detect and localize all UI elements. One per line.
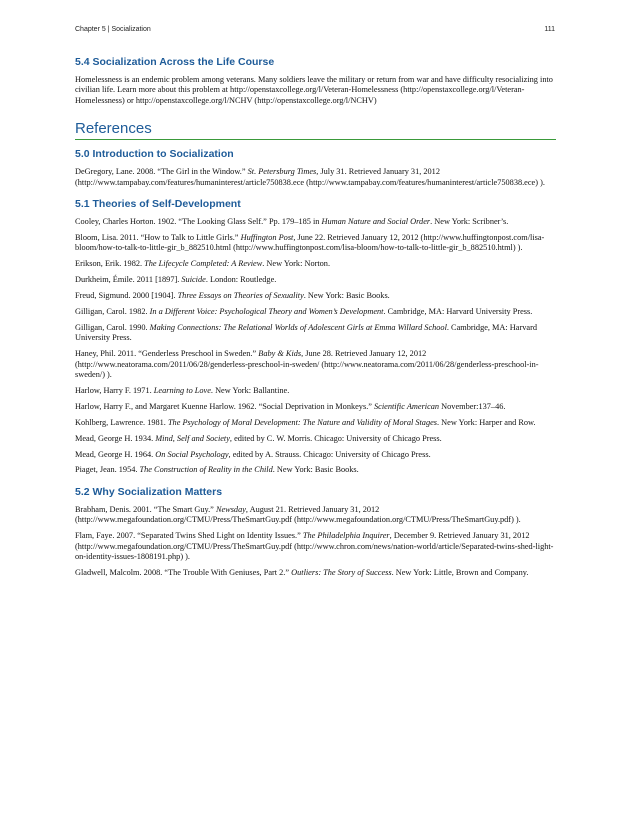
reference-text: . Cambridge, MA: Harvard University Press. (75, 322, 537, 343)
reference-title: The Lifecycle Completed: A Review (144, 259, 263, 269)
reference-title: Human Nature and Social Order (321, 217, 431, 227)
reference-text: , July 31. Retrieved January 31, 2012 (http://www.tampabay.com/features/humaninterest/article750838.ece (http://www.tampabay.com/features/humaninterest/article750838.ece) ). (75, 167, 545, 187)
reference-text: , June 28. Retrieved January 12, 2012 (http://www.neatorama.com/2011/06/28/genderless-preschool-in-sweden/ (http://www.neatorama.com/2011/06/28/genderless-preschool-in-sweden/) ). (75, 349, 539, 379)
reference-text: , June 22. Retrieved January 12, 2012 (http://www.huffingtonpost.com/lisa-bloom/how-to-talk-to-little-gir_b_882510.html (http://www.huffingtonpost.com/lisa-bloom/how-to-talk-to-little-gir_b_882510.html) ). (75, 232, 545, 253)
reference-title: Suicide (181, 275, 206, 285)
reference-text: Brabham, Denis. 2001. “The Smart Guy.” (75, 504, 216, 514)
reference-text: , edited by C. W. Morris. Chicago: University of Chicago Press. (229, 433, 442, 443)
reference-text: Gilligan, Carol. 1990. (75, 322, 150, 332)
reference-entry (75, 291, 556, 301)
reference-text: Harlow, Harry F., and Margaret Kuenne Harlow. 1962. “Social Deprivation in Monkeys.” (75, 401, 375, 411)
reference-title: Huffington Post (240, 232, 294, 242)
reference-title: In a Different Voice: Psychological Theory and Women’s Development (149, 306, 384, 316)
reference-title: Scientific American (374, 401, 440, 411)
reference-text: . New York: Norton. (262, 259, 331, 269)
reference-entry (75, 386, 556, 396)
reference-text: Mead, George H. 1934. (75, 433, 156, 443)
section-heading: 5.1 Theories of Self-Development (75, 198, 241, 211)
reference-text: Gladwell, Malcolm. 2008. “The Trouble With Geniuses, Part 2.” (75, 567, 292, 577)
reference-entry (75, 323, 556, 344)
reference-text: November:137–46. (439, 401, 506, 411)
reference-text: . New York: Basic Books. (303, 291, 390, 301)
chapter-label: Chapter 5 | Socialization (75, 26, 151, 33)
reference-entry (75, 434, 556, 444)
reference-text: Bloom, Lisa. 2011. “How to Talk to Little Girls.” (75, 232, 241, 242)
reference-entry (75, 167, 556, 188)
section-heading-life-course: 5.4 Socialization Across the Life Course (75, 56, 275, 68)
reference-entry (75, 505, 556, 526)
reference-text: Kohlberg, Lawrence. 1981. (75, 417, 168, 427)
reference-text: . New York: Little, Brown and Company. (391, 567, 529, 577)
reference-title: On Social Psychology (155, 449, 229, 459)
section-heading: 5.2 Why Socialization Matters (75, 485, 223, 498)
reference-text: , December 9. Retrieved January 31, 2012 (http://www.megafoundation.org/CTMU/Press/TheSmartGuy.pdf (http://www.chron.com/news/nation-world/article/Separated-twins-shed-light-on-identity-issues-1808191.php) ). (75, 531, 554, 561)
reference-entry (75, 307, 556, 317)
reference-title: Baby & Kids (258, 349, 302, 359)
reference-section (75, 198, 556, 476)
reference-entry (75, 531, 556, 562)
page-content (75, 56, 556, 588)
reference-text: . New York: Scribner’s. (430, 217, 509, 227)
reference-text: Piaget, Jean. 1954. (75, 465, 140, 475)
reference-text: , edited by A. Strauss. Chicago: University of Chicago Press. (228, 449, 431, 459)
reference-title: The Construction of Reality in the Child (139, 465, 273, 475)
reference-entry (75, 259, 556, 269)
reference-title: Learning to Love (153, 385, 211, 395)
reference-title: The Psychology of Moral Development: The Nature and Validity of Moral Stages (167, 417, 438, 427)
reference-entry (75, 402, 556, 412)
reference-title: Newsday (215, 504, 246, 514)
intro-paragraph: Homelessness is an endemic problem among veterans. Many soldiers leave the military or return from war and have difficulty resocializing into civilian life. Learn more about this problem at http://openstaxcollege.org/l/Veteran-Homelessness (http://openstaxcollege.org/l/Veteran-Homelessness) or http://openstaxcollege.org/l/NCHV (http://openstaxcollege.org/l/NCHV) (75, 75, 553, 105)
reference-entry (75, 465, 556, 475)
reference-text: . Cambridge, MA: Harvard University Press. (383, 306, 533, 316)
running-header (75, 26, 555, 38)
reference-section (75, 148, 556, 188)
reference-title: Three Essays on Theories of Sexuality (177, 291, 304, 301)
reference-text: Durkheim, Émile. 2011 [1897]. (75, 275, 182, 285)
references-title: References (75, 120, 556, 140)
page-number: 111 (544, 26, 555, 33)
reference-title: Mind, Self and Society (155, 433, 230, 443)
reference-text: . New York: Harper and Row. (437, 417, 536, 427)
reference-text: Cooley, Charles Horton. 1902. “The Looking Glass Self.” Pp. 179–185 in (75, 217, 322, 227)
reference-text: Haney, Phil. 2011. “Genderless Preschool in Sweden.” (75, 349, 259, 359)
reference-entry (75, 349, 556, 380)
reference-text: , August 21. Retrieved January 31, 2012 (http://www.megafoundation.org/CTMU/Press/TheSmartGuy.pdf (http://www.megafoundation.org/CTMU/Press/TheSmartGuy.pdf) ). (75, 504, 521, 525)
reference-text: . London: Routledge. (205, 275, 277, 285)
reference-title: Making Connections: The Relational Worlds of Adolescent Girls at Emma Willard School (149, 322, 447, 332)
reference-title: St. Petersburg Times (247, 167, 317, 177)
reference-title: Outliers: The Story of Success (291, 567, 392, 577)
reference-entry (75, 233, 556, 254)
reference-entry (75, 418, 556, 428)
reference-text: Erikson, Erik. 1982. (75, 259, 145, 269)
reference-entry (75, 217, 556, 227)
reference-text: Mead, George H. 1964. (75, 449, 156, 459)
reference-text: . New York: Ballantine. (210, 385, 290, 395)
reference-entry (75, 568, 556, 578)
reference-text: DeGregory, Lane. 2008. “The Girl in the Window.” (75, 167, 248, 177)
reference-section (75, 486, 556, 578)
reference-text: Gilligan, Carol. 1982. (75, 306, 150, 316)
reference-text: Freud, Sigmund. 2000 [1904]. (75, 291, 178, 301)
reference-entry (75, 450, 556, 460)
section-heading: 5.0 Introduction to Socialization (75, 148, 234, 161)
reference-entry (75, 275, 556, 285)
reference-text: . New York: Basic Books. (272, 465, 359, 475)
references-list (75, 148, 556, 578)
reference-text: Harlow, Harry F. 1971. (75, 385, 154, 395)
reference-title: The Philadelphia Inquirer (302, 531, 390, 541)
reference-text: Flam, Faye. 2007. “Separated Twins Shed Light on Identity Issues.” (75, 531, 303, 541)
